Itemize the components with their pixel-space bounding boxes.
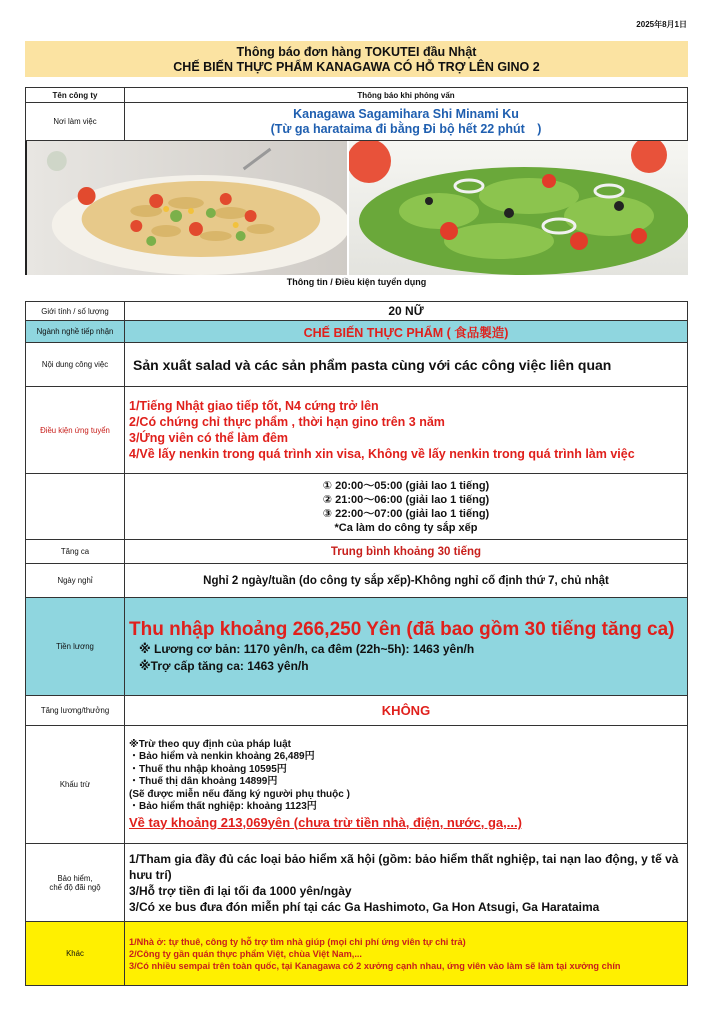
shifts-value (125, 474, 688, 540)
raise-value: KHÔNG (125, 696, 688, 726)
deduction-label: Khấu trừ (26, 726, 125, 844)
food-images (25, 141, 688, 275)
deduction-line: ・Thuế thu nhập khoảng 10595円 (129, 763, 287, 775)
other-line: 1/Nhà ở: tự thuê, công ty hỗ trợ tìm nhà giúp (mọi chi phí ứng viên tự chi trả) (129, 936, 466, 947)
other-value (125, 922, 688, 986)
workplace-line2: (Từ ga harataima đi bằng Đi bộ hết 22 phút ) (270, 121, 542, 136)
raise-label: Tăng lương/thưởng (26, 696, 125, 726)
conditions-table (25, 301, 688, 986)
insurance-value (125, 844, 688, 922)
document-date: 2025年8月1日 (636, 20, 687, 29)
other-label: Khác (26, 922, 125, 986)
condition-line: 1/Tiếng Nhật giao tiếp tốt, N4 cứng trở lên (129, 399, 379, 413)
shift-line: ① 20:00～05:00 (giải lao 1 tiếng) (322, 479, 490, 492)
overtime-label: Tăng ca (26, 540, 125, 564)
condition-line: 4/Về lấy nenkin trong quá trình xin visa, Không về lấy nenkin trong quá trình làm việc (129, 447, 635, 461)
salary-overtime: ※Trợ cấp tăng ca: 1463 yên/h (139, 659, 309, 673)
section-caption: Thông tin / Điều kiện tuyển dụng (286, 277, 427, 287)
shift-line: ② 21:00～06:00 (giải lao 1 tiếng) (322, 493, 490, 506)
company-label: Tên công ty (26, 88, 125, 103)
insurance-label (26, 844, 125, 922)
company-value: Thông báo khi phỏng vấn (125, 88, 688, 103)
salary-main: Thu nhập khoảng 266,250 Yên (đã bao gồm 30 tiếng tăng ca) (129, 619, 675, 640)
header-banner (25, 41, 688, 77)
insurance-label-line2: chế độ đãi ngộ (49, 882, 101, 892)
shift-line: ③ 22:00～07:00 (giải lao 1 tiếng) (322, 507, 490, 520)
holiday-label: Ngày nghỉ (26, 564, 125, 598)
workplace-label: Nơi làm việc (26, 103, 125, 141)
header-title-line1: Thông báo đơn hàng TOKUTEI đầu Nhật (236, 45, 477, 59)
gender-label: Giới tính / số lượng (26, 302, 125, 321)
overtime-value: Trung bình khoảng 30 tiếng (125, 540, 688, 564)
industry-value: CHẾ BIẾN THỰC PHẨM ( 食品製造) (125, 321, 688, 343)
net-income: Về tay khoảng 213,069yên (chưa trừ tiền nhà, điện, nước, ga,...) (129, 814, 522, 830)
salary-value (125, 598, 688, 696)
industry-label: Ngành nghề tiếp nhận (26, 321, 125, 343)
job-value: Sản xuất salad và các sản phẩm pasta cùng với các công việc liên quan (125, 343, 688, 387)
shift-note: *Ca làm do công ty sắp xếp (334, 521, 478, 534)
company-table (25, 87, 688, 141)
workplace-line1: Kanagawa Sagamihara Shi Minami Ku (293, 106, 519, 121)
pasta-salad-image (25, 141, 347, 275)
deduction-line: ※Trừ theo quy định của pháp luật (129, 738, 291, 750)
deduction-line: ・Thuế thị dân khoảng 14899円 (129, 776, 278, 787)
deduction-value (125, 726, 688, 844)
gender-value: 20 NỮ (125, 302, 688, 321)
insurance-line: 3/Có xe bus đưa đón miễn phí tại các Ga Hashimoto, Ga Hon Atsugi, Ga Harataima (129, 899, 600, 914)
conditions-label: Điều kiện ứng tuyển (26, 387, 125, 474)
workplace-value (125, 103, 688, 141)
conditions-value (125, 387, 688, 474)
insurance-label-line1: Bảo hiểm, (57, 873, 93, 883)
header-title-line2: CHẾ BIẾN THỰC PHẨM KANAGAWA CÓ HỖ TRỢ LÊN GINO 2 (173, 60, 540, 74)
shifts-label (26, 474, 125, 540)
salary-label: Tiền lương (26, 598, 125, 696)
deduction-line: ・Bảo hiểm thất nghiệp: khoảng 1123円 (129, 801, 317, 812)
salary-base: ※ Lương cơ bản: 1170 yên/h, ca đêm (22h~5h): 1463 yên/h (139, 642, 475, 656)
condition-line: 2/Có chứng chỉ thực phẩm , thời hạn gino trên 3 năm (129, 415, 445, 429)
deduction-line: ・Bảo hiểm và nenkin khoảng 26,489円 (129, 751, 315, 762)
holiday-value: Nghỉ 2 ngày/tuần (do công ty sắp xếp)-Không nghỉ cố định thứ 7, chủ nhật (125, 564, 688, 598)
insurance-line: 3/Hỗ trợ tiền đi lại tối đa 1000 yên/ngày (129, 883, 352, 898)
other-line: 3/Có nhiều sempai trên toàn quốc, tại Kanagawa có 2 xưởng cạnh nhau, ứng viên vào làm sẽ làm tại xưởng chín (129, 960, 621, 971)
insurance-line: 1/Tham gia đầy đủ các loại bảo hiểm xã hội (gồm: bảo hiểm thất nghiệp, tai nạn lao động, y tế và hưu trí) (129, 851, 679, 882)
condition-line: 3/Ứng viên có thể làm đêm (129, 431, 289, 445)
other-line: 2/Công ty gần quán thực phẩm Việt, chùa Việt Nam,... (129, 948, 362, 959)
job-label: Nội dung công việc (26, 343, 125, 387)
green-salad-image (349, 141, 688, 275)
deduction-line: (Sẽ được miễn nếu đăng ký người phụ thuộc ) (129, 788, 350, 800)
